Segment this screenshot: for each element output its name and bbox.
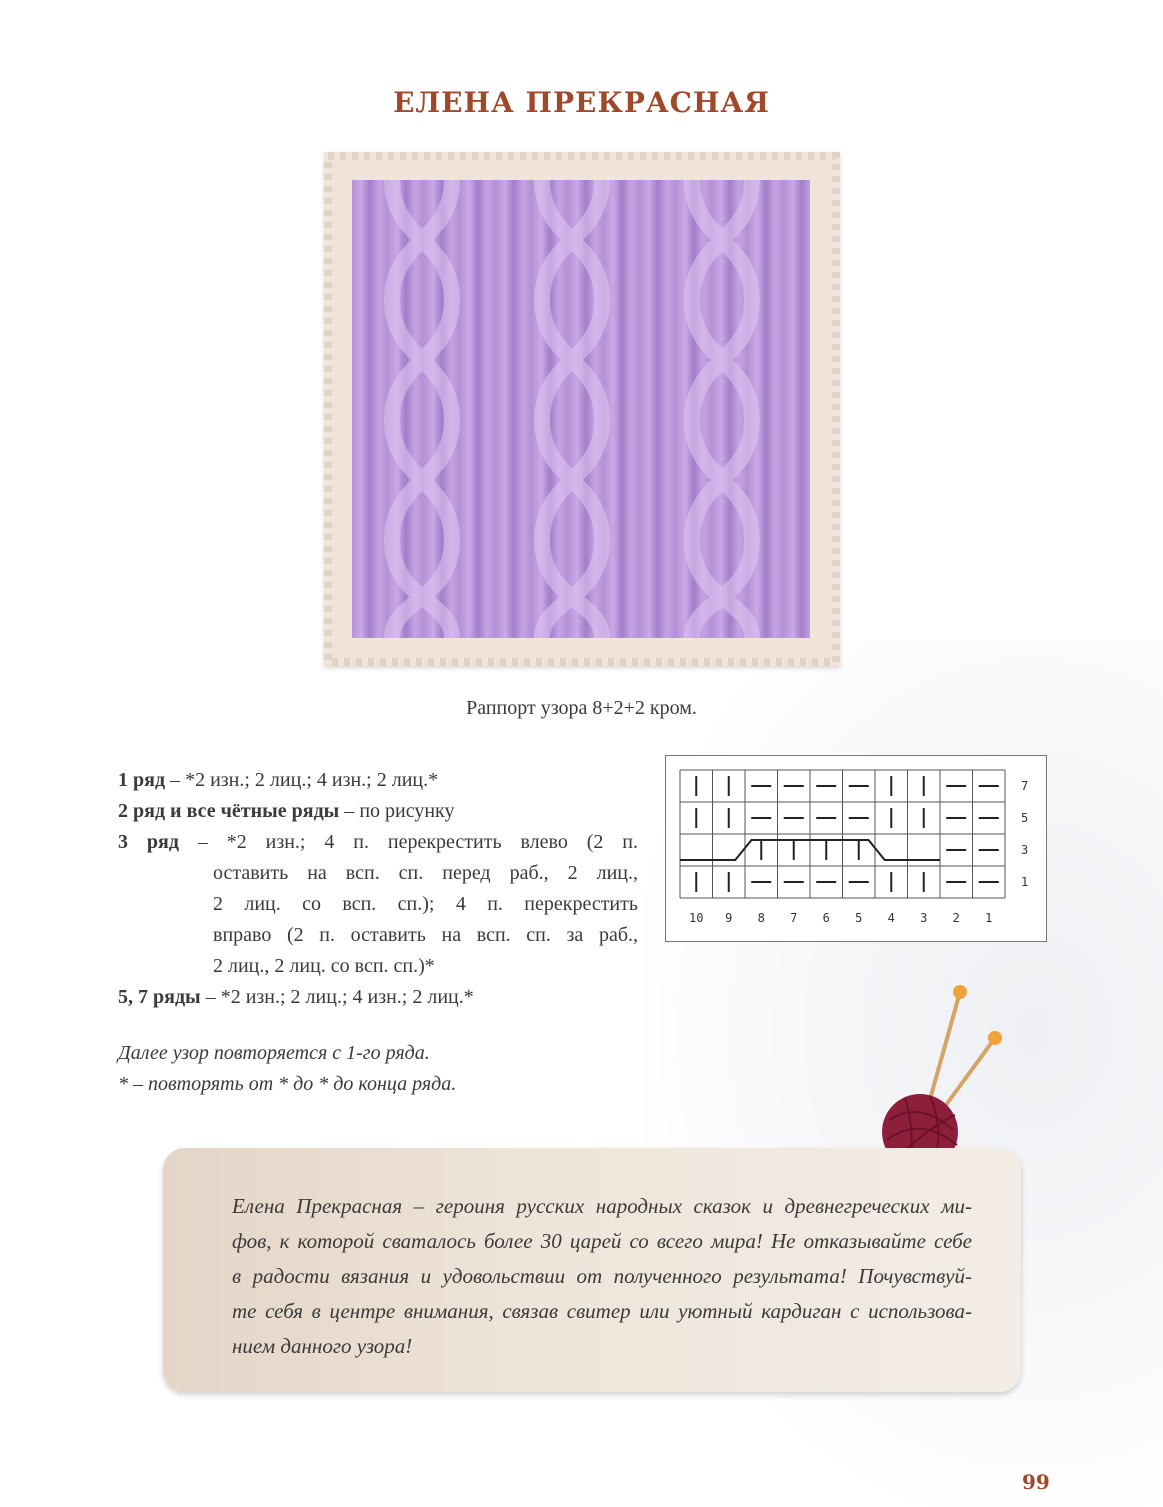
chart-column-label: 6 — [822, 911, 830, 925]
knit-sample-photo — [352, 180, 810, 638]
fact-line: Елена Прекрасная – героиня русских народных сказок и древнегреческих ми- — [232, 1194, 972, 1218]
instructions — [118, 765, 638, 1013]
chart-column-label: 10 — [689, 911, 704, 925]
chart-column-label: 4 — [887, 911, 895, 925]
chart-column-label: 2 — [952, 911, 960, 925]
cable-pattern-illustration — [352, 180, 810, 638]
chart-column-label: 8 — [757, 911, 765, 925]
chart-column-label: 1 — [985, 911, 993, 925]
chart-row-label: 3 — [1021, 843, 1029, 857]
note-line: * – повторять от * до * до конца ряда. — [118, 1073, 457, 1095]
chart-row-label: 5 — [1021, 811, 1029, 825]
pattern-caption: Раппорт узора 8+2+2 кром. — [466, 697, 697, 719]
fact-line: нием данного узора! — [232, 1334, 413, 1358]
chart-row-label: 7 — [1021, 779, 1029, 793]
instruction-row-1: 1 ряд – *2 изн.; 2 лиц.; 4 изн.; 2 лиц.* — [118, 769, 439, 791]
instruction-row-3-cont: оставить на всп. сп. перед раб., 2 лиц., — [213, 862, 638, 884]
chart-column-label: 3 — [920, 911, 928, 925]
instruction-row-3-cont: вправо (2 п. оставить на всп. сп. за раб., — [213, 924, 638, 946]
photo-frame — [324, 152, 840, 666]
fact-line: в радости вязания и удовольствии от полученного результата! Почувствуй- — [232, 1264, 972, 1288]
knitting-chart — [665, 755, 1047, 942]
chart-row-label: 1 — [1021, 875, 1029, 889]
notes — [118, 1038, 638, 1100]
chart-column-label: 7 — [790, 911, 798, 925]
instruction-row-2: 2 ряд и все чётные ряды – по рисунку — [118, 800, 455, 822]
fact-text — [232, 1189, 972, 1364]
fact-line: те себя в центре внимания, связав свитер или уютный кардиган с использова- — [232, 1299, 972, 1323]
page-title: ЕЛЕНА ПРЕКРАСНАЯ — [393, 86, 770, 119]
knitting-chart-grid — [666, 756, 1046, 941]
chart-column-label: 5 — [855, 911, 863, 925]
instruction-row-3: 3 ряд – *2 изн.; 4 п. перекрестить влево (2 п. — [118, 831, 638, 853]
page-number: 99 — [1022, 1470, 1050, 1494]
chart-column-label: 9 — [725, 911, 733, 925]
note-line: Далее узор повторяется с 1-го ряда. — [118, 1042, 430, 1064]
instruction-row-3-cont: 2 лиц., 2 лиц. со всп. сп.)* — [213, 955, 435, 977]
instruction-row-5-7: 5, 7 ряды – *2 изн.; 2 лиц.; 4 изн.; 2 лиц.* — [118, 986, 474, 1008]
fact-line: фов, к которой сваталось более 30 царей со всего мира! Не отказывайте себе — [232, 1229, 972, 1253]
instruction-row-3-cont: 2 лиц. со всп. сп.); 4 п. перекрестить — [213, 893, 638, 915]
